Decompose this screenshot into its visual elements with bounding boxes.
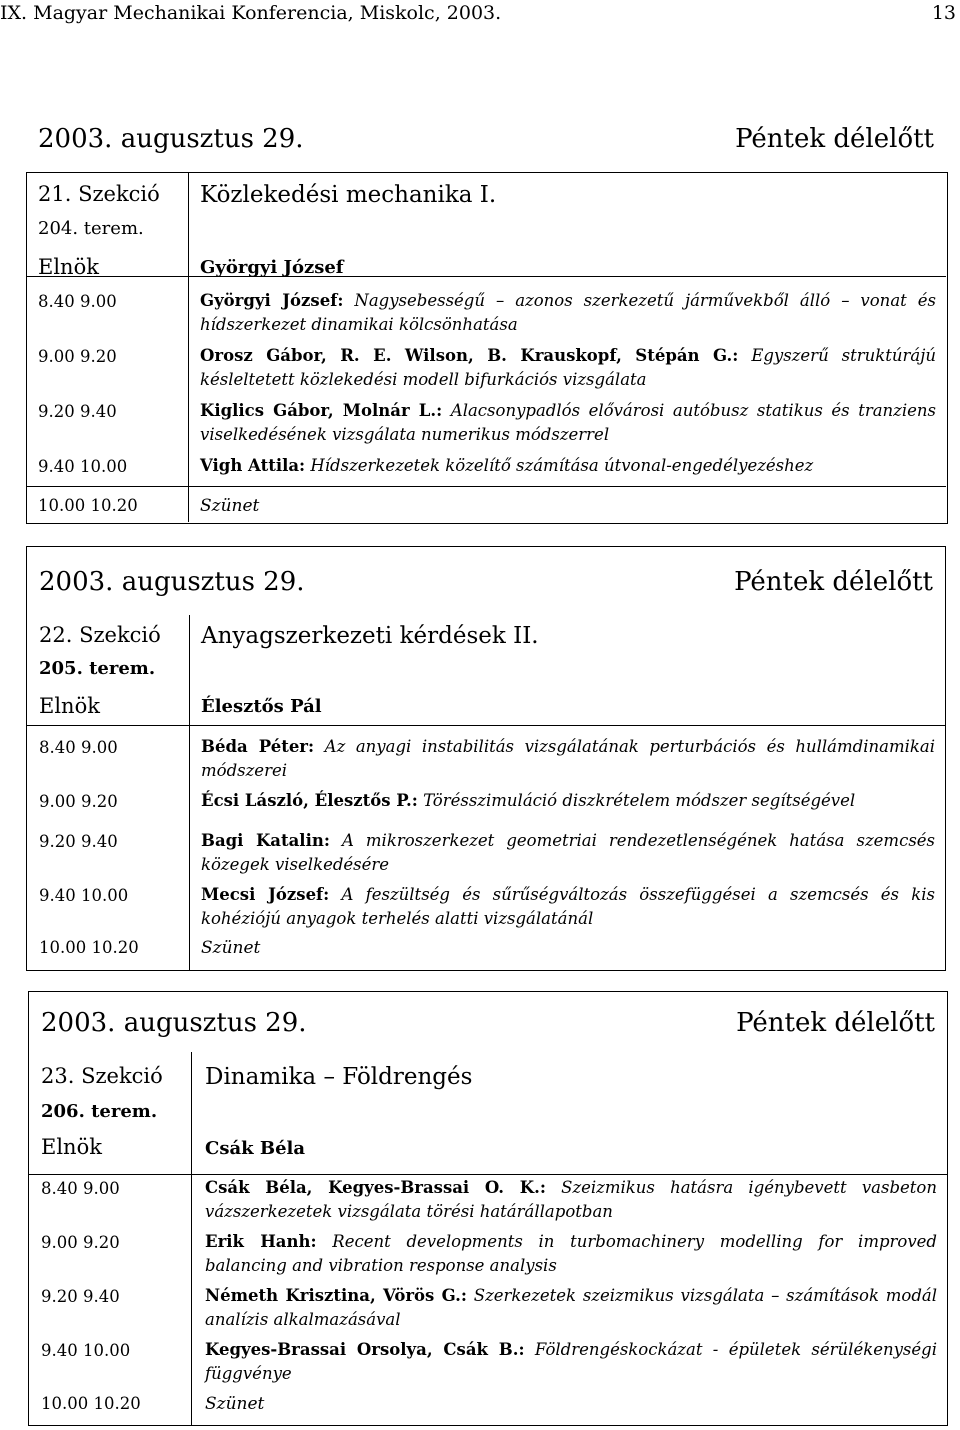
section-number: 21. Szekció [38, 182, 160, 206]
talk-entry [201, 883, 935, 931]
room-label: 205. terem. [39, 658, 156, 679]
section-title: Közlekedési mechanika I. [200, 182, 497, 208]
talk-time: 9.20 9.40 [38, 402, 117, 421]
talk-entry [205, 1176, 937, 1224]
talk-title: A feszültség és sűrűségváltozás összefüggései a szemcsés és kis kohéziójú anyagok terhelés alatti vizsgálatánál [201, 885, 935, 928]
talk-title: Szeizmikus hatásra igénybevett vasbeton vázszerkezetek vizsgálata törési határállapotban [205, 1178, 937, 1221]
talk-entry [205, 1230, 937, 1278]
break-label: Szünet [201, 938, 261, 958]
talk-entry [205, 1284, 937, 1332]
talk-time: 8.40 9.00 [38, 292, 117, 311]
chair-label: Elnök [41, 1135, 102, 1159]
break-label: Szünet [200, 496, 260, 516]
talk-authors: Németh Krisztina, Vörös G.: [205, 1286, 467, 1305]
session-date: 2003. augusztus 29. [39, 567, 305, 597]
talk-time: 8.40 9.00 [39, 738, 118, 757]
talk-title: Törésszimuláció diszkrételem módszer segítségével [423, 791, 856, 810]
talk-entry [201, 789, 935, 813]
talk-time: 9.00 9.20 [38, 347, 117, 366]
session-day: Péntek délelőtt [736, 1008, 935, 1038]
talk-time: 9.40 10.00 [41, 1341, 131, 1360]
talk-time: 9.00 9.20 [39, 792, 118, 811]
talk-entry [200, 454, 936, 478]
talk-authors: Kegyes-Brassai Orsolya, Csák B.: [205, 1340, 525, 1359]
break-time: 10.00 10.20 [41, 1394, 141, 1413]
talk-title: Alacsonypadlós elővárosi autóbusz statikus és tranziens viselkedésének vizsgálata numerikus módszerrel [200, 401, 937, 444]
section-title: Dinamika – Földrengés [205, 1064, 473, 1090]
room-label: 204. terem. [38, 218, 144, 239]
room-label: 206. terem. [41, 1101, 158, 1122]
running-header-title: IX. Magyar Mechanikai Konferencia, Miskolc, 2003. [0, 2, 502, 24]
talk-title: Szerkezetek szeizmikus vizsgálata – számítások modál analízis alkalmazásával [205, 1286, 938, 1329]
talk-authors: Mecsi József: [201, 885, 330, 904]
talk-authors: Erik Hanh: [205, 1232, 317, 1251]
talk-entry [201, 735, 935, 783]
talk-entry [205, 1338, 937, 1386]
page-number: 13 [931, 2, 956, 24]
chair-name: Élesztős Pál [201, 696, 322, 717]
talk-authors: Vigh Attila: [200, 456, 306, 475]
break-label: Szünet [205, 1394, 265, 1414]
row-divider [26, 276, 946, 277]
session-date: 2003. augusztus 29. [41, 1008, 307, 1038]
section-title: Anyagszerkezeti kérdések II. [201, 623, 539, 649]
talk-entry [200, 289, 936, 337]
column-divider [191, 1052, 192, 1425]
talk-authors: Béda Péter: [201, 737, 315, 756]
row-divider [26, 486, 946, 487]
column-divider [188, 172, 189, 522]
talk-title: Recent developments in turbomachinery modelling for improved balancing and vibration response analysis [205, 1232, 937, 1275]
session-date: 2003. augusztus 29. [38, 124, 304, 154]
talk-time: 9.40 10.00 [38, 457, 128, 476]
talk-title: Hídszerkezetek közelítő számítása útvonal-engedélyezéshez [310, 456, 814, 475]
talk-authors: Bagi Katalin: [201, 831, 330, 850]
talk-authors: Orosz Gábor, R. E. Wilson, B. Krauskopf, Stépán G.: [200, 346, 739, 365]
talk-entry [200, 399, 936, 447]
row-divider [27, 725, 945, 726]
session-block-21 [26, 104, 946, 522]
section-number: 22. Szekció [39, 623, 161, 647]
talk-title: Földrengéskockázat - épületek sérülékenységi függvénye [205, 1340, 937, 1383]
talk-title: Nagysebességű – azonos szerkezetű járművekből álló – vonat és hídszerkezet dinamikai kölcsönhatása [200, 291, 936, 334]
talk-entry [200, 344, 936, 392]
chair-name: Csák Béla [205, 1138, 306, 1159]
running-header [0, 2, 956, 28]
talk-time: 9.20 9.40 [39, 832, 118, 851]
chair-label: Elnök [38, 255, 99, 279]
column-divider [189, 615, 190, 971]
talk-time: 9.40 10.00 [39, 886, 129, 905]
talk-title: Az anyagi instabilitás vizsgálatának perturbációs és hullámdinamikai módszerei [201, 737, 935, 780]
chair-name: Györgyi József [200, 257, 344, 278]
talk-time: 8.40 9.00 [41, 1179, 120, 1198]
session-day: Péntek délelőtt [734, 567, 933, 597]
talk-authors: Kiglics Gábor, Molnár L.: [200, 401, 443, 420]
session-block-22 [26, 546, 946, 971]
talk-title: Egyszerű struktúrájú késleltetett közlekedési modell bifurkációs vizsgálata [200, 346, 936, 389]
talk-title: A mikroszerkezet geometriai rendezetlenségének hatása szemcsés közegek viselkedésére [201, 831, 936, 874]
break-time: 10.00 10.20 [38, 496, 138, 515]
talk-authors: Écsi László, Élesztős P.: [201, 791, 418, 810]
row-divider [29, 1174, 947, 1175]
talk-entry [201, 829, 935, 877]
talk-time: 9.00 9.20 [41, 1233, 120, 1252]
talk-authors: Györgyi József: [200, 291, 344, 310]
session-block-23 [28, 991, 948, 1426]
chair-label: Elnök [39, 694, 100, 718]
section-number: 23. Szekció [41, 1064, 163, 1088]
session-day: Péntek délelőtt [735, 124, 934, 154]
talk-time: 9.20 9.40 [41, 1287, 120, 1306]
break-time: 10.00 10.20 [39, 938, 139, 957]
talk-authors: Csák Béla, Kegyes-Brassai O. K.: [205, 1178, 546, 1197]
